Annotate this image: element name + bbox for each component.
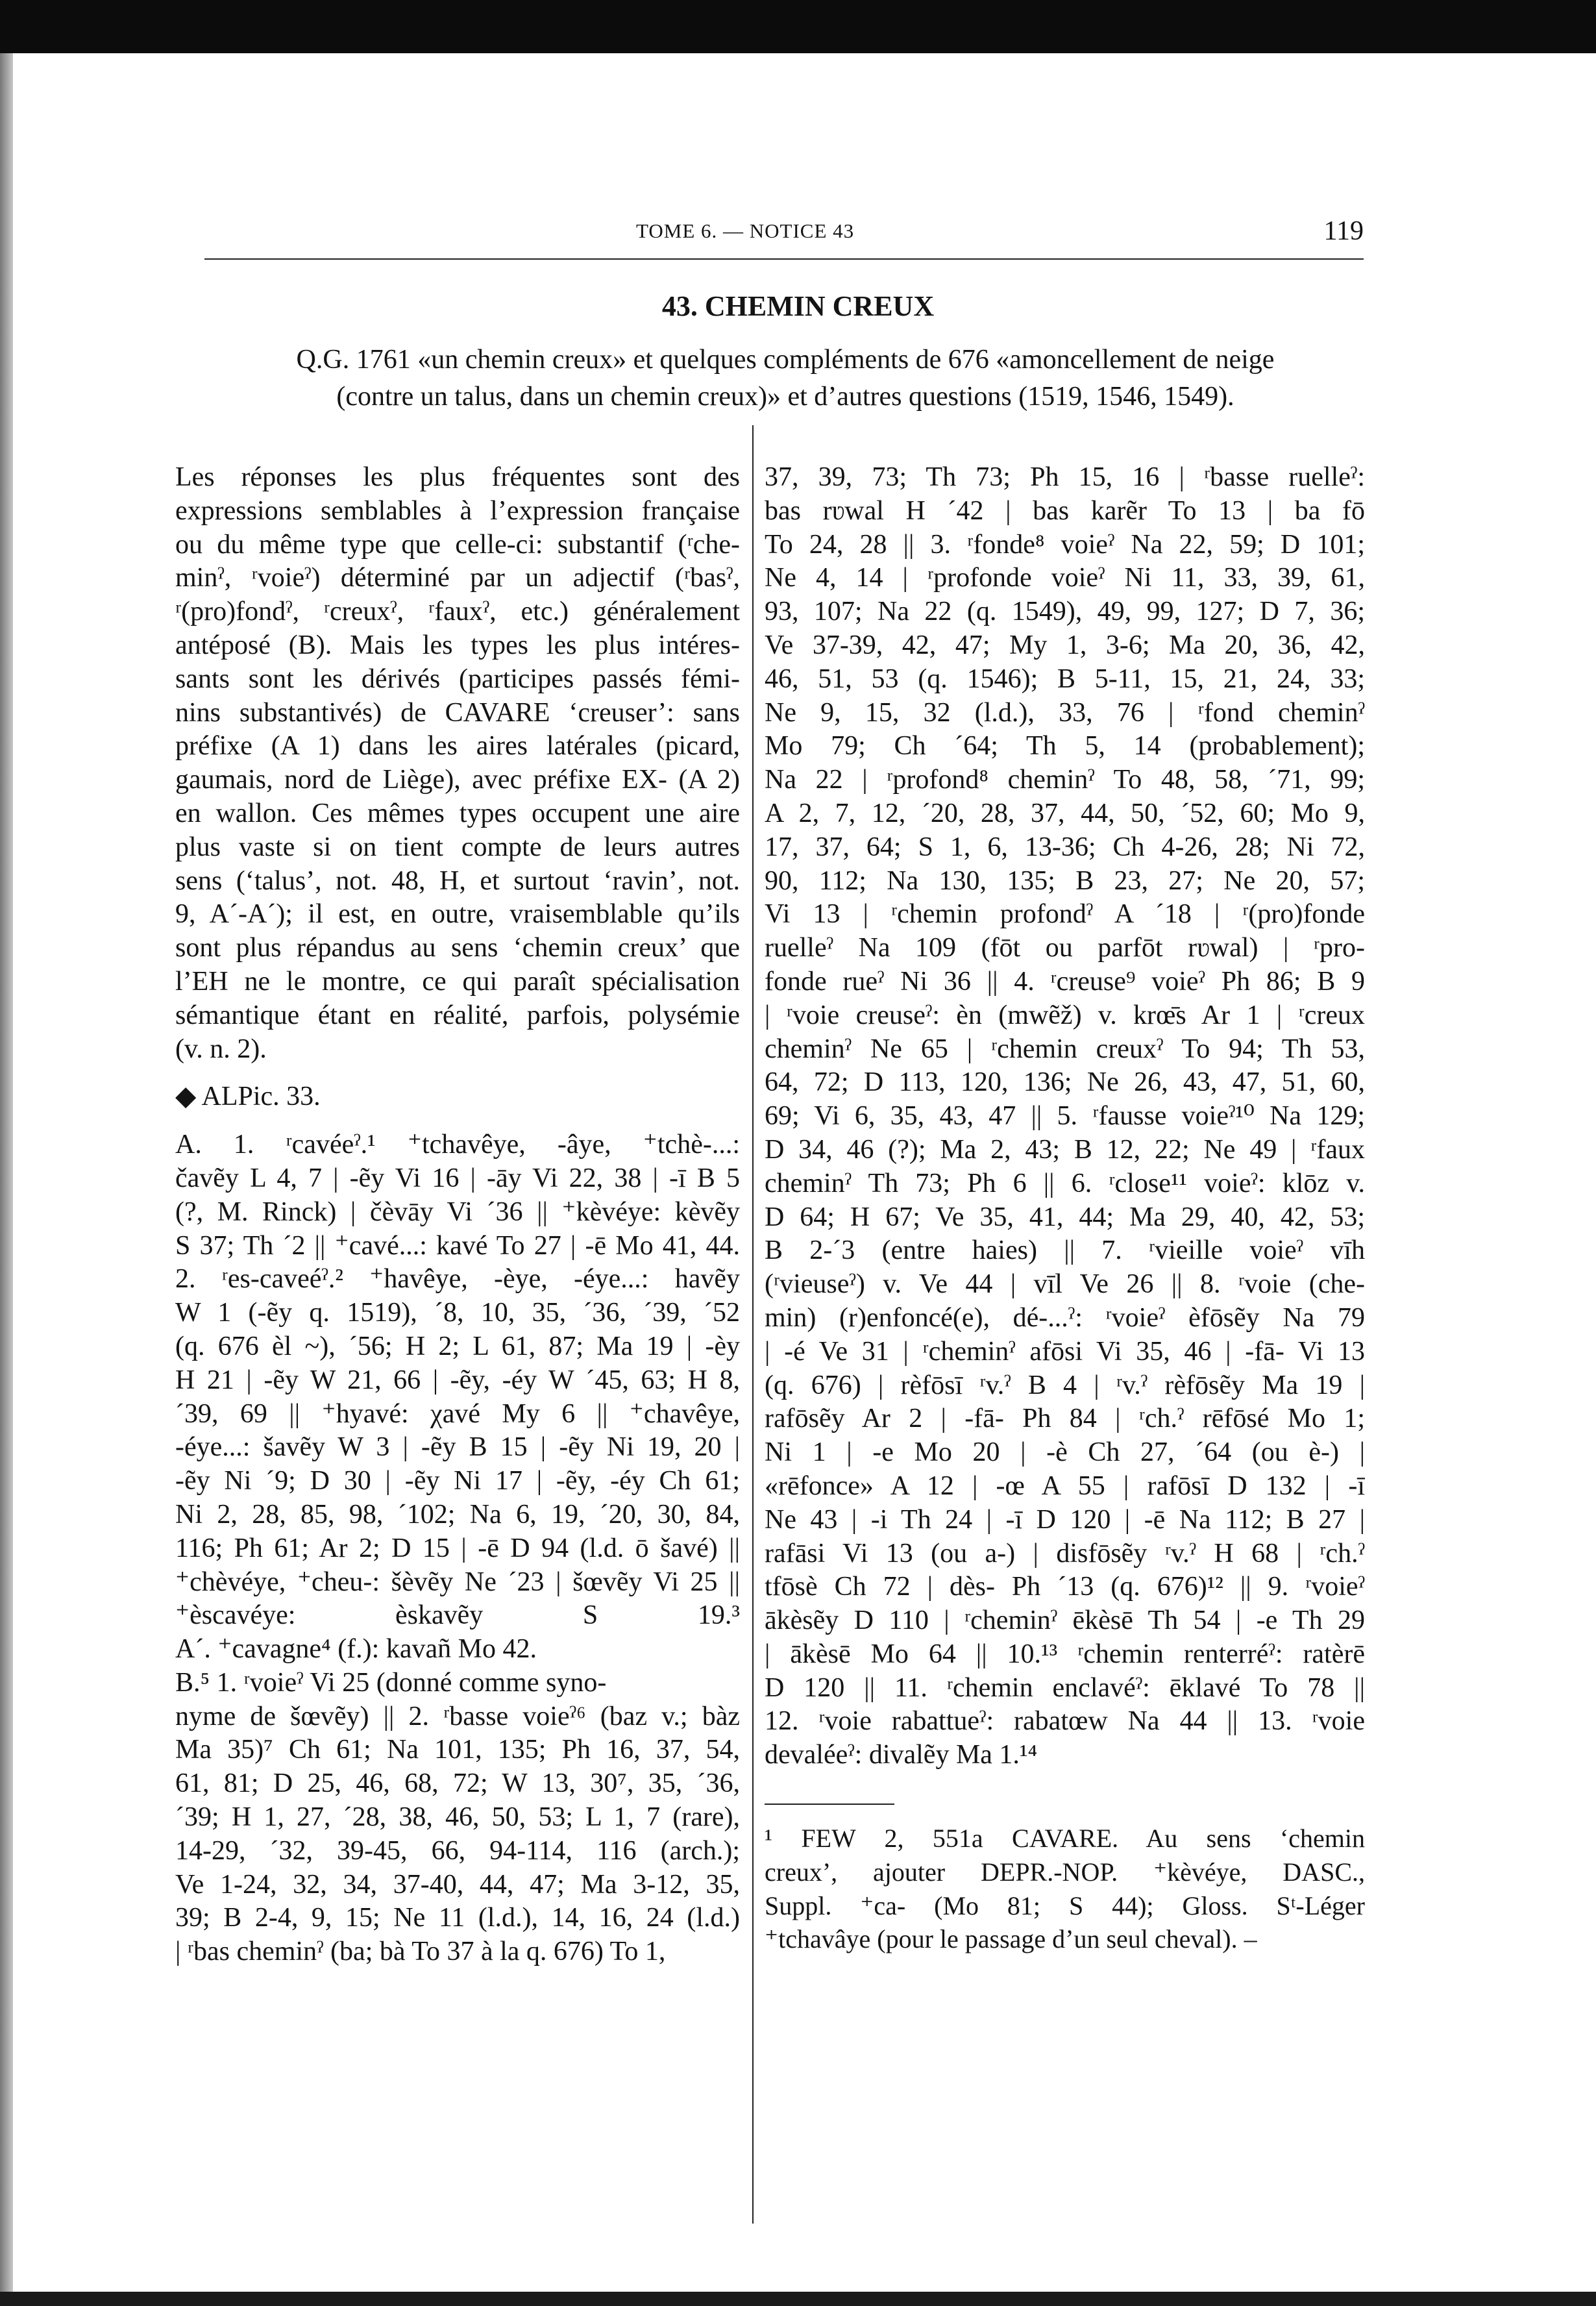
text-line: Les réponses les plus fréquentes sont des xyxy=(175,462,740,492)
text-line: 93, 107; Na 22 (q. 1549), 49, 99, 127; D 7, 36; xyxy=(765,597,1365,627)
text-line: (q. 676) | rèfōsī ʳv.ˀ B 4 | ʳv.ˀ rèfōsẽy Ma 19 | xyxy=(765,1370,1365,1400)
text-line: préfixe (A 1) dans les aires latérales (picard, xyxy=(175,731,740,762)
text-line: Ne 4, 14 | ʳprofonde voieˀ Ni 11, 33, 39, 61, xyxy=(765,563,1365,593)
text-line: 2. ʳes-caveéˀ.² ⁺havêye, -èye, -éye...: havẽy xyxy=(175,1264,740,1295)
text-line: 90, 112; Na 130, 135; B 23, 27; Ne 20, 57; xyxy=(765,865,1365,896)
text-line: ⁺chèvéye, ⁺cheu-: šèvẽy Ne ´23 | šœvẽy Vi 25 || xyxy=(175,1567,740,1597)
text-line: -ẽy Ni ´9; D 30 | -ẽy Ni 17 | -ẽy, -éy Ch 61; xyxy=(175,1466,740,1496)
text-line: sont plus répandus au sens ‘chemin creux’ que xyxy=(175,933,740,963)
text-line: | ākèsē Mo 64 || 10.¹³ ʳchemin renterréˀ: ratèrē xyxy=(765,1639,1365,1669)
text-line: D 34, 46 (?); Ma 2, 43; B 12, 22; Ne 49 | ʳfaux xyxy=(765,1134,1365,1165)
text-line: cheminˀ Th 73; Ph 6 || 6. ʳclose¹¹ voieˀ: klōz v. xyxy=(765,1168,1365,1198)
text-line: expressions semblables à l’expression française xyxy=(175,495,740,526)
scan-top-border xyxy=(0,0,1596,53)
text-line: ākèsẽy D 110 | ʳcheminˀ ēkèsē Th 54 | -e Th 29 xyxy=(765,1606,1365,1636)
text-line: B 2-´3 (entre haies) || 7. ʳvieille voieˀ vīh xyxy=(765,1235,1365,1266)
text-line: čavẽy L 4, 7 | -ẽy Vi 16 | -āy Vi 22, 38 | -ī B 5 xyxy=(175,1163,740,1193)
footnote-line: ¹ FEW 2, 551a CAVARE. Au sens ‘chemin xyxy=(765,1824,1365,1853)
text-line: ou du même type que celle-ci: substantif (ʳche- xyxy=(175,529,740,560)
text-line: 46, 51, 53 (q. 1546); B 5-11, 15, 21, 24, 33; xyxy=(765,663,1365,694)
paragraph-gap xyxy=(175,1114,740,1128)
text-line: antéposé (B). Mais les types les plus intéres- xyxy=(175,630,740,660)
text-line: Ve 37-39, 42, 47; My 1, 3-6; Ma 20, 36, 42, xyxy=(765,630,1365,660)
text-line: 61, 81; D 25, 46, 68, 72; W 13, 30⁷, 35, ´36, xyxy=(175,1768,740,1799)
text-line: D 120 || 11. ʳchemin enclavéˀ: ēklavé To 78 || xyxy=(765,1672,1365,1703)
text-line: en wallon. Ces mêmes types occupent une aire xyxy=(175,798,740,828)
text-line: devaléeˀ: divalẽy Ma 1.¹⁴ xyxy=(765,1740,1038,1770)
text-line: minˀ, ʳvoieˀ) déterminé par un adjectif (ʳbasˀ, xyxy=(175,563,740,593)
text-line: nyme de šœvẽy) || 2. ʳbasse voieˀ⁶ (baz v.; bàz xyxy=(175,1701,740,1731)
text-line: rafāsi Vi 13 (ou a-) | disfōsẽy ʳv.ˀ H 68 | ʳch.ˀ xyxy=(765,1538,1365,1568)
text-line: Ni 2, 28, 85, 98, ´102; Na 6, 19, ´20, 30, 84, xyxy=(175,1499,740,1530)
text-line: sémantique étant en réalité, parfois, polysémie xyxy=(175,1000,740,1030)
text-line: W 1 (-ẽy q. 1519), ´8, 10, 35, ´36, ´39, ´52 xyxy=(175,1298,740,1328)
text-line: | ʳbas cheminˀ (ba; bà To 37 à la q. 676) To 1, xyxy=(175,1937,666,1967)
text-line: H 21 | -ẽy W 21, 66 | -ẽy, -éy W ´45, 63; H 8, xyxy=(175,1365,740,1395)
text-line: l’EH ne le montre, ce qui paraît spécialisation xyxy=(175,966,740,997)
intro-line: Q.G. 1761 «un chemin creux» et quelques compléments de 676 «amoncellement de neige xyxy=(296,345,1275,375)
footnote-line: Suppl. ⁺ca- (Mo 81; S 44); Gloss. Sᵗ-Léger xyxy=(765,1891,1365,1920)
text-line: Ne 43 | -i Th 24 | -ī D 120 | -ē Na 112; B 27 | xyxy=(765,1504,1365,1535)
text-line: Vi 13 | ʳchemin profondˀ A ´18 | ʳ(pro)fonde xyxy=(765,899,1365,930)
text-line: ⁺èscavéye: èskavẽy S 19.³ xyxy=(175,1600,740,1631)
text-line: 39; B 2-4, 9, 15; Ne 11 (l.d.), 14, 16, 24 (l.d.) xyxy=(175,1903,740,1933)
text-line: | ʳvoie creuseˀ: èn (mwẽž) v. krœ̄s Ar 1 | ʳcreux xyxy=(765,1000,1365,1030)
text-line: S 37; Th ´2 || ⁺cavé...: kavé To 27 | -ē Mo 41, 44. xyxy=(175,1230,740,1261)
right-column xyxy=(765,461,1365,1956)
text-line: cheminˀ Ne 65 | ʳchemin creuxˀ To 94; Th 53, xyxy=(765,1034,1365,1064)
text-line: 69; Vi 6, 35, 43, 47 || 5. ʳfausse voieˀ¹⁰ Na 129; xyxy=(765,1101,1365,1132)
text-line: rafōsẽy Ar 2 | -fā- Ph 84 | ʳch.ˀ rēfōsé Mo 1; xyxy=(765,1404,1365,1434)
text-line: -éye...: šavẽy W 3 | -ẽy B 15 | -ẽy Ni 19, 20 | xyxy=(175,1432,740,1463)
text-line: ruelleˀ Na 109 (fōt ou parfōt rʋwal) | ʳpro- xyxy=(765,933,1365,963)
text-line: nins substantivés) de CAVARE ‘creuser’: sans xyxy=(175,697,740,728)
text-line: A´. ⁺cavagne⁴ (f.): kavañ Mo 42. xyxy=(175,1634,537,1665)
text-line: To 24, 28 || 3. ʳfonde⁸ voieˀ Na 22, 59; D 101; xyxy=(765,529,1365,560)
text-line: 17, 37, 64; S 1, 6, 13-36; Ch 4-26, 28; Ni 72, xyxy=(765,832,1365,862)
scan-bottom-border xyxy=(0,2292,1596,2306)
text-line: ◆ ALPic. 33. xyxy=(175,1082,321,1112)
text-line: A 2, 7, 12, ´20, 28, 37, 44, 50, ´52, 60; Mo 9, xyxy=(765,798,1365,828)
column-divider xyxy=(752,425,754,2224)
text-line: ´39, 69 || ⁺hyavé: χavé My 6 || ⁺chavêye, xyxy=(175,1398,740,1429)
text-line: Ni 1 | -e Mo 20 | -è Ch 27, ´64 (ou è-) | xyxy=(765,1437,1365,1468)
text-line: D 64; H 67; Ve 35, 41, 44; Ma 29, 40, 42, 53; xyxy=(765,1202,1365,1232)
text-line: 116; Ph 61; Ar 2; D 15 | -ē D 94 (l.d. ō šavé) || xyxy=(175,1533,740,1563)
footnote-line: creux’, ajouter DEPR.-NOP. ⁺kèvéye, DASC., xyxy=(765,1857,1365,1887)
text-line: (q. 676 èl ~), ´56; H 2; L 61, 87; Ma 19 | -èy xyxy=(175,1331,740,1361)
text-line: | -é Ve 31 | ʳcheminˀ afōsi Vi 35, 46 | -fā- Vi 13 xyxy=(765,1336,1365,1367)
text-line: B.⁵ 1. ʳvoieˀ Vi 25 (donné comme syno- xyxy=(175,1667,607,1698)
text-line: (?, M. Rinck) | čèvāy Vi ´36 || ⁺kèvéye: kèvẽy xyxy=(175,1196,740,1227)
text-line: fonde rueˀ Ni 36 || 4. ʳcreuse⁹ voieˀ Ph 86; B 9 xyxy=(765,966,1365,997)
text-line: (v. n. 2). xyxy=(175,1034,267,1064)
text-line: sants sont les dérivés (participes passés fémi- xyxy=(175,663,740,694)
text-line: Ma 35)⁷ Ch 61; Na 101, 135; Ph 16, 37, 54, xyxy=(175,1735,740,1765)
text-line: tfōsè Ch 72 | dès- Ph ´13 (q. 676)¹² || 9. ʳvoieˀ xyxy=(765,1572,1365,1602)
left-column xyxy=(175,461,740,1969)
text-line: A. 1. ʳcavéeˀ.¹ ⁺tchavêye, -âye, ⁺tchè-...: xyxy=(175,1130,740,1160)
text-line: 9, A´-A´); il est, en outre, vraisemblable qu’ils xyxy=(175,899,740,930)
text-line: Ve 1-24, 32, 34, 37-40, 44, 47; Ma 3-12, 35, xyxy=(175,1869,740,1900)
page-number: 119 xyxy=(1323,216,1364,246)
text-line: ´39; H 1, 27, ´28, 38, 46, 50, 53; L 1, 7 (rare), xyxy=(175,1802,740,1833)
text-line: (ʳvieuseˀ) v. Ve 44 | vīl Ve 26 || 8. ʳvoie (che- xyxy=(765,1269,1365,1300)
text-line: 37, 39, 73; Th 73; Ph 15, 16 | ʳbasse ruelleˀ: xyxy=(765,462,1365,492)
text-line: min) (r)enfoncé(e), dé-...ˀ: ʳvoieˀ èfōsẽy Na 79 xyxy=(765,1302,1365,1333)
text-line: sens (‘talus’, not. 48, H, et surtout ‘ravin’, not. xyxy=(175,865,740,896)
text-line: gaumais, nord de Liège), avec préfixe EX- (A 2) xyxy=(175,765,740,795)
intro-line: (contre un talus, dans un chemin creux)» et d’autres questions (1519, 1546, 1549). xyxy=(336,382,1234,412)
scan-left-border xyxy=(0,53,13,2306)
text-line: 14-29, ´32, 39-45, 66, 94-114, 116 (arch.); xyxy=(175,1835,740,1866)
running-title: TOME 6. — NOTICE 43 xyxy=(636,219,855,242)
text-line: 12. ʳvoie rabattueˀ: rabatœw Na 44 || 13. ʳvoie xyxy=(765,1706,1365,1737)
article-title: 43. CHEMIN CREUX xyxy=(661,290,935,322)
footnote-line: ⁺tchavâye (pour le passage d’un seul cheval). – xyxy=(765,1924,1257,1954)
header-rule xyxy=(204,258,1364,260)
paragraph-gap xyxy=(175,1066,740,1080)
text-line: Na 22 | ʳprofond⁸ cheminˀ To 48, 58, ´71, 99; xyxy=(765,765,1365,795)
footnote-rule xyxy=(765,1804,894,1805)
text-line: ʳ(pro)fondˀ, ʳcreuxˀ, ʳfauxˀ, etc.) généralement xyxy=(175,597,740,627)
text-line: 64, 72; D 113, 120, 136; Ne 26, 43, 47, 51, 60, xyxy=(765,1067,1365,1098)
text-line: plus vaste si on tient compte de leurs autres xyxy=(175,832,740,862)
text-line: «rēfonce» A 12 | -œ A 55 | rafōsī D 132 | -ī xyxy=(765,1470,1365,1501)
text-line: Mo 79; Ch ´64; Th 5, 14 (probablement); xyxy=(765,731,1365,762)
text-line: bas rʋwal H ´42 | bas karẽr To 13 | ba fō xyxy=(765,495,1365,526)
article-intro xyxy=(208,341,1363,415)
text-line: Ne 9, 15, 32 (l.d.), 33, 76 | ʳfond cheminˀ xyxy=(765,697,1365,728)
running-head xyxy=(0,216,1596,258)
